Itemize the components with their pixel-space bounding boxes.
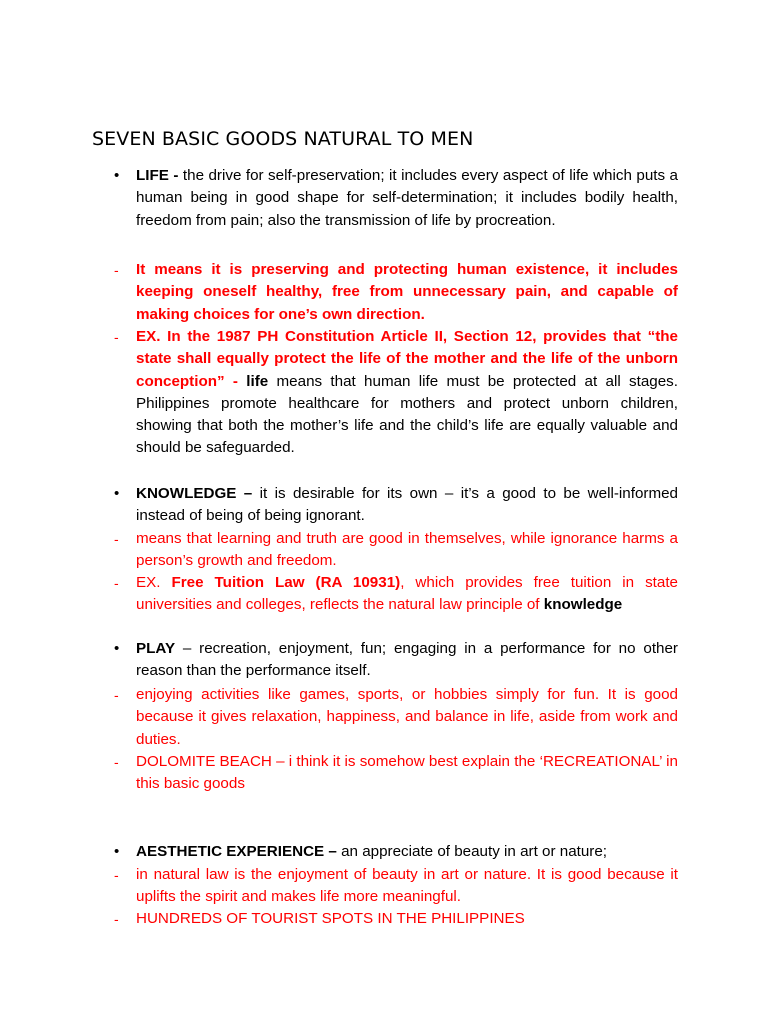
- life-meaning: It means it is preserving and protecting human existence, it includes keeping oneself healthy, free from unnecessary pain, and capable of making choices for one’s own direction.: [136, 261, 678, 323]
- knowledge-example-keyword: knowledge: [543, 596, 623, 614]
- life-description: the drive for self-preservation; it includes every aspect of life which puts a human being in good shape for self-determination; it includes bodily health, freedom from pain; also the transmission of life by procreation.: [136, 167, 678, 229]
- knowledge-example: [136, 572, 678, 617]
- bullet-dot: •: [114, 843, 120, 860]
- knowledge-meaning: means that learning and truth are good in themselves, while ignorance harms a person’s growth and freedom.: [136, 530, 678, 570]
- bullet-dot: •: [114, 640, 120, 657]
- knowledge-example-text: , which provides free tuition in state universities and colleges, reflects the natural law principle of: [136, 574, 679, 614]
- dash-marker: -: [114, 575, 119, 591]
- dash-marker: -: [114, 531, 119, 547]
- play-term: PLAY: [136, 640, 176, 657]
- play-definition: [136, 638, 678, 683]
- knowledge-definition: [136, 483, 678, 528]
- aesthetic-definition: [136, 841, 678, 863]
- play-description: – recreation, enjoyment, fun; engaging in a performance for no other reason than the performance itself.: [136, 640, 678, 680]
- page-title: SEVEN BASIC GOODS NATURAL TO MEN: [92, 128, 474, 150]
- aesthetic-description: an appreciate of beauty in art or nature;: [336, 843, 608, 860]
- play-meaning: enjoying activities like games, sports, or hobbies simply for fun. It is good because it gives relaxation, happiness, and balance in life, aside from work and duties.: [136, 686, 678, 748]
- knowledge-example-law: Free Tuition Law (RA 10931): [171, 574, 401, 591]
- bullet-dot: •: [114, 167, 120, 184]
- life-definition: [136, 165, 678, 232]
- dash-marker: -: [114, 911, 119, 927]
- dash-marker: -: [114, 262, 119, 278]
- life-term: LIFE -: [136, 167, 179, 184]
- dash-marker: -: [114, 329, 119, 345]
- bullet-dot: •: [114, 485, 120, 502]
- dash-marker: -: [114, 754, 119, 770]
- life-example-explanation: means that human life must be protected at all stages. Philippines promote healthcare for mothers and protect unborn children, showing that both the mother’s life and the child’s life are equally valuable and should be safeguarded.: [136, 372, 678, 457]
- life-example-keyword: life: [237, 372, 269, 390]
- dash-marker: -: [114, 867, 119, 883]
- aesthetic-term: AESTHETIC EXPERIENCE –: [136, 843, 337, 860]
- aesthetic-meaning: in natural law is the enjoyment of beauty in art or nature. It is good because it uplifts the spirit and makes life more meaningful.: [136, 866, 678, 906]
- dash-marker: -: [114, 687, 119, 703]
- play-example: DOLOMITE BEACH – i think it is somehow best explain the ‘RECREATIONAL’ in this basic goods: [136, 753, 678, 793]
- knowledge-term: KNOWLEDGE –: [136, 485, 253, 502]
- life-example-citation: EX. In the 1987 PH Constitution Article II, Section 12, provides that “the state shall equally protect the life of the mother and the life of the unborn conception” -: [136, 328, 678, 390]
- knowledge-example-prefix: EX.: [136, 574, 172, 591]
- aesthetic-example: HUNDREDS OF TOURIST SPOTS IN THE PHILIPPINES: [136, 910, 525, 927]
- knowledge-description: it is desirable for its own – it’s a good to be well-informed instead of being of being ignorant.: [136, 485, 678, 525]
- life-example: [136, 326, 678, 460]
